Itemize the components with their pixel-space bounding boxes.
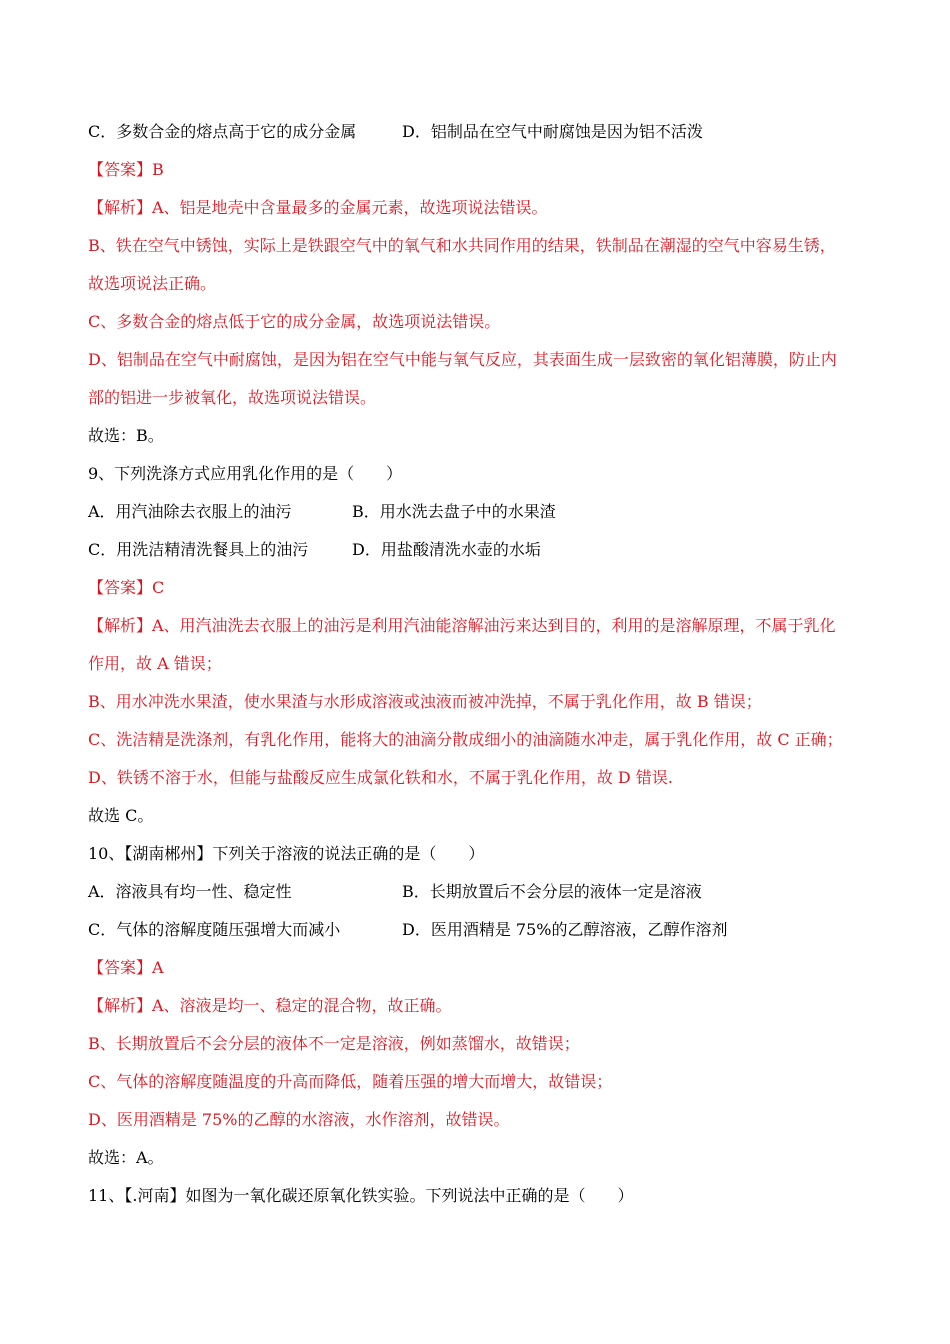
q9-stem: 9、下列洗涤方式应用乳化作用的是（ ） [88, 464, 403, 483]
q11-stem: 11、【.河南】如图为一氧化碳还原氧化铁实验。下列说法中正确的是（ ） [88, 1186, 634, 1205]
q8-analysis-line: B、铁在空气中锈蚀，实际上是铁跟空气中的氧气和水共同作用的结果，铁制品在潮湿的空气中容易生锈， [88, 236, 836, 255]
q10-analysis-line: B、长期放置后不会分层的液体不一定是溶液，例如蒸馏水，故错误； [88, 1034, 580, 1053]
q10-options-cd [88, 920, 728, 940]
q8-analysis-line: C、多数合金的熔点低于它的成分金属，故选项说法错误。 [88, 312, 501, 331]
q8-option-c: C．多数合金的熔点高于它的成分金属 [88, 122, 357, 141]
q9-option-d: D．用盐酸清洗水壶的水垢 [352, 540, 541, 559]
q10-option-b: B．长期放置后不会分层的液体一定是溶液 [402, 882, 702, 901]
q8-analysis-line: 故选项说法正确。 [88, 274, 217, 293]
q8-conclusion: 故选：B。 [88, 426, 164, 445]
q8-analysis-line: 部的铝进一步被氧化，故选项说法错误。 [88, 388, 377, 407]
q9-option-c: C．用洗洁精清洗餐具上的油污 [88, 540, 309, 559]
q9-option-a: A．用汽油除去衣服上的油污 [88, 502, 292, 521]
q8-options-cd [88, 122, 703, 142]
q10-option-c: C．气体的溶解度随压强增大而减小 [88, 920, 341, 939]
q8-answer: 【答案】B [88, 160, 164, 179]
q10-stem: 10、【湖南郴州】下列关于溶液的说法正确的是（ ） [88, 844, 485, 863]
q9-analysis-line: C、洗洁精是洗涤剂，有乳化作用，能将大的油滴分散成细小的油滴随水冲走，属于乳化作用，故 C 正确； [88, 730, 843, 749]
q9-analysis-line: 作用，故 A 错误； [88, 654, 222, 673]
q10-answer: 【答案】A [88, 958, 164, 977]
q9-answer: 【答案】C [88, 578, 165, 597]
q8-analysis-line: 【解析】A、铝是地壳中含量最多的金属元素，故选项说法错误。 [88, 198, 548, 217]
q9-analysis-line: 【解析】A、用汽油洗去衣服上的油污是利用汽油能溶解油污来达到目的，利用的是溶解原理，不属于乳化 [88, 616, 836, 635]
q9-option-b: B．用水洗去盘子中的水果渣 [352, 502, 556, 521]
q10-analysis-line: C、气体的溶解度随温度的升高而降低，随着压强的增大而增大，故错误； [88, 1072, 613, 1091]
q9-conclusion: 故选 C。 [88, 806, 154, 825]
q9-options-ab [88, 502, 556, 522]
q9-options-cd [88, 540, 541, 560]
q10-option-a: A．溶液具有均一性、稳定性 [88, 882, 292, 901]
q10-options-ab [88, 882, 702, 902]
q8-analysis-line: D、铝制品在空气中耐腐蚀，是因为铝在空气中能与氧气反应，其表面生成一层致密的氧化铝薄膜，防止内 [88, 350, 837, 369]
q10-conclusion: 故选：A。 [88, 1148, 164, 1167]
q10-analysis-line: D、医用酒精是 75%的乙醇的水溶液，水作溶剂，故错误。 [88, 1110, 510, 1129]
q8-option-d: D．铝制品在空气中耐腐蚀是因为铝不活泼 [402, 122, 703, 141]
q9-analysis-line: D、铁锈不溶于水，但能与盐酸反应生成氯化铁和水，不属于乳化作用，故 D 错误. [88, 768, 673, 787]
q9-analysis-line: B、用水冲洗水果渣，使水果渣与水形成溶液或浊液而被冲洗掉，不属于乳化作用，故 B 错误； [88, 692, 762, 711]
q10-option-d: D．医用酒精是 75%的乙醇溶液，乙醇作溶剂 [402, 920, 728, 939]
q10-analysis-line: 【解析】A、溶液是均一、稳定的混合物，故正确。 [88, 996, 452, 1015]
